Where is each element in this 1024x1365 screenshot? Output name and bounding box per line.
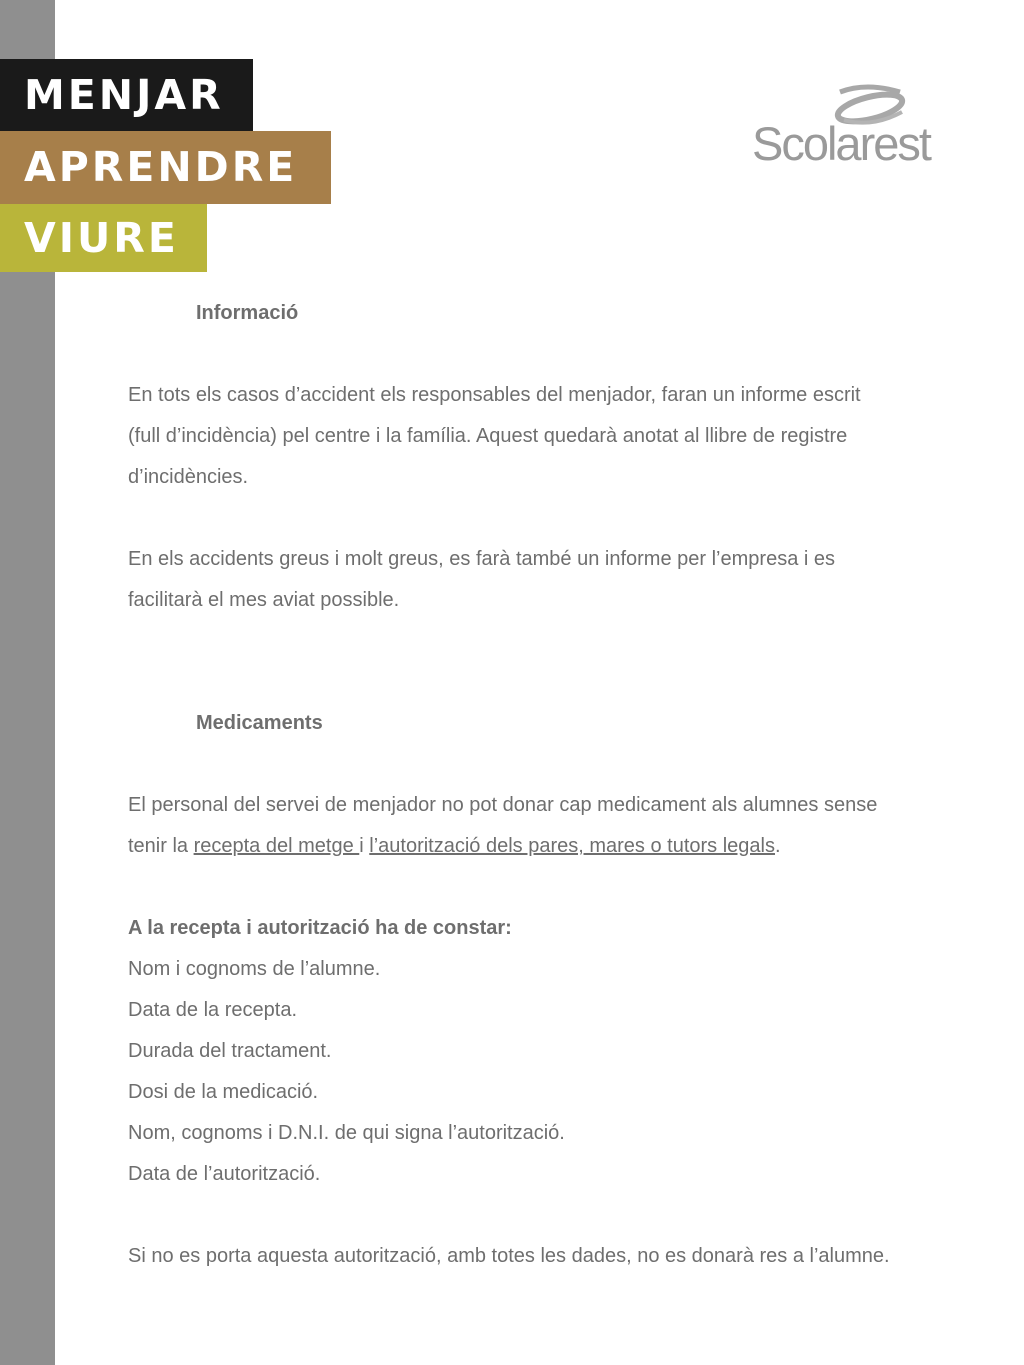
list-item: Nom i cognoms de l’alumne. [128, 958, 381, 980]
list-item: Dosi de la medicació. [128, 1081, 319, 1103]
brand-viure-text: VIURE [24, 213, 179, 262]
brand-aprendre [0, 131, 331, 204]
list-title: A la recepta i autorització ha de constar: [128, 917, 512, 939]
info-paragraph-1-line-1: En tots els casos d’accident els responsables del menjador, faran un informe escrit [128, 384, 861, 406]
recepta-metge-text: recepta del metge [193, 835, 360, 857]
logo-text: Scolarest [752, 117, 930, 170]
meds-text-tenir: tenir la [128, 835, 194, 857]
autoritzacio-text: l’autorització dels pares, mares o tutors legals [369, 835, 775, 857]
meds-text-i: i [359, 835, 370, 857]
brand-menjar-text: MENJAR [24, 70, 224, 119]
heading-informacio: Informació [196, 302, 299, 324]
info-paragraph-2-line-1: En els accidents greus i molt greus, es farà també un informe per l’empresa i es [128, 548, 835, 570]
meds-paragraph-line-2 [128, 834, 781, 858]
list-item: Durada del tractament. [128, 1040, 332, 1062]
meds-paragraph-line-1: El personal del servei de menjador no pot donar cap medicament als alumnes sense [128, 794, 878, 816]
list-item: Nom, cognoms i D.N.I. de qui signa l’autorització. [128, 1122, 565, 1144]
closing-note: Si no es porta aquesta autorització, amb totes les dades, no es donarà res a l’alumne. [128, 1245, 890, 1267]
meds-text-period: . [775, 835, 781, 857]
info-paragraph-2-line-2: facilitarà el mes aviat possible. [128, 589, 400, 611]
list-item: Data de l’autorització. [128, 1163, 321, 1185]
brand-viure [0, 204, 207, 272]
info-paragraph-1-line-2: (full d’incidència) pel centre i la família. Aquest quedarà anotat al llibre de registre [128, 425, 848, 447]
scolarest-logo [752, 84, 928, 174]
heading-medicaments: Medicaments [196, 712, 323, 734]
brand-menjar [0, 59, 253, 131]
list-item: Data de la recepta. [128, 999, 297, 1021]
brand-aprendre-text: APRENDRE [24, 143, 298, 191]
info-paragraph-1-line-3: d’incidències. [128, 466, 249, 488]
